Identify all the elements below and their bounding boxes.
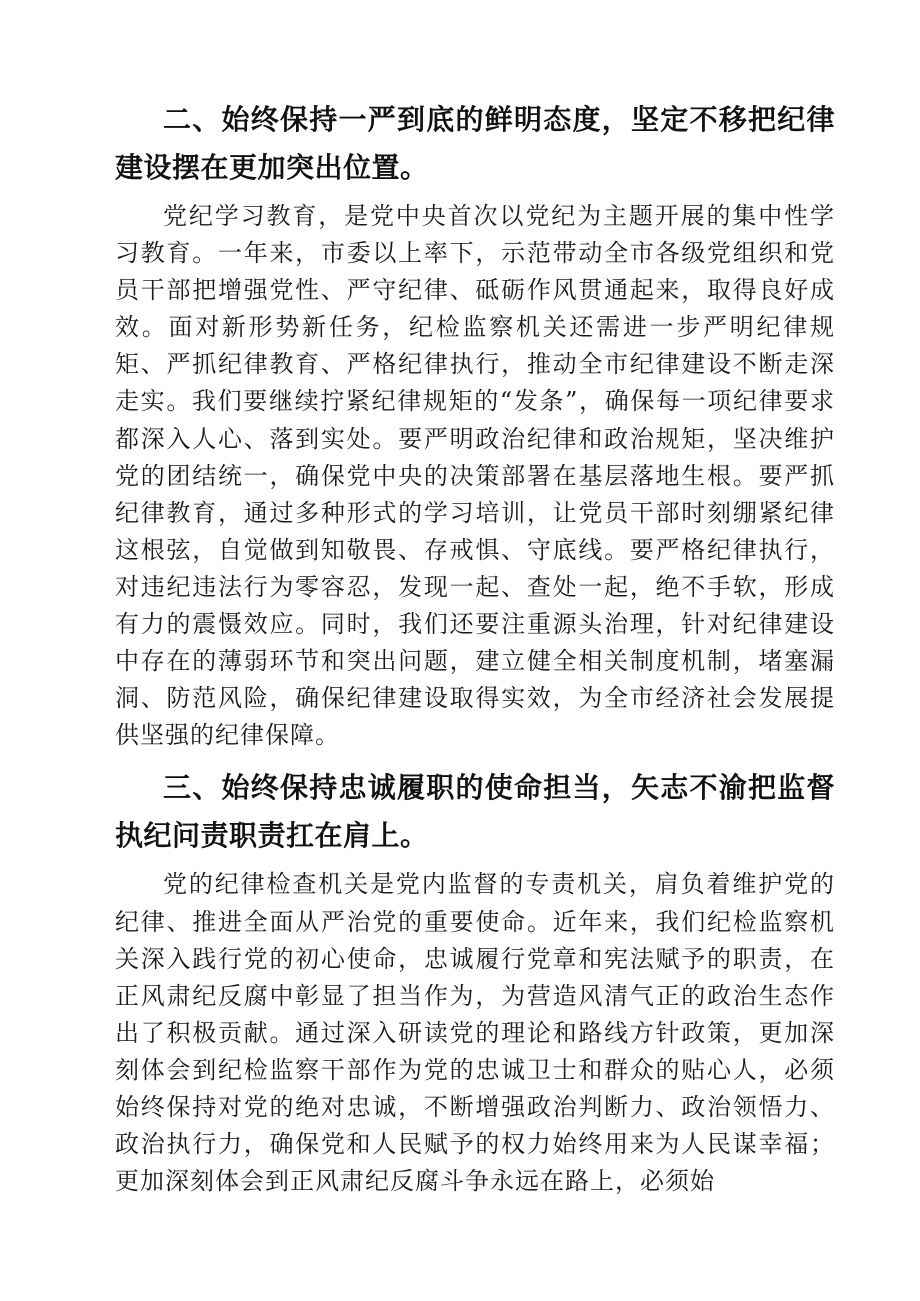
- section-paragraph-3: 党的纪律检查机关是党内监督的专责机关，肩负着维护党的纪律、推进全面从严治党的重要使命。近年来，我们纪检监察机关深入践行党的初心使命，忠诚履行党章和宪法赋予的职责，在正风肃纪反腐中彰显了担当作为，为营造风清气正的政治生态作出了积极贡献。通过深入研读党的理论和路线方针政策，更加深刻体会到纪检监察干部作为党的忠诚卫士和群众的贴心人，必须始终保持对党的绝对忠诚，不断增强政治判断力、政治领悟力、政治执行力，确保党和人民赋予的权力始终用来为人民谋幸福；更加深刻体会到正风肃纪反腐斗争永远在路上，必须始: [115, 870, 835, 1196]
- section-paragraph-2: 党纪学习教育，是党中央首次以党纪为主题开展的集中性学习教育。一年来，市委以上率下，示范带动全市各级党组织和党员干部把增强党性、严守纪律、砥砺作风贯通起来，取得良好成效。面对新形势新任务，纪检监察机关还需进一步严明纪律规矩、严抓纪律教育、严格纪律执行，推动全市纪律建设不断走深走实。我们要继续拧紧纪律规矩的“发条”，确保每一项纪律要求都深入人心、落到实处。要严明政治纪律和政治规矩，坚决维护党的团结统一，确保党中央的决策部署在基层落地生根。要严抓纪律教育，通过多种形式的学习培训，让党员干部时刻绷紧纪律这根弦，自觉做到知敬畏、存戒惧、守底线。要严格纪律执行，对违纪违法行为零容忍，发现一起、查处一起，绝不手软，形成有力的震慑效应。同时，我们还要注重源头治理，针对纪律建设中存在的薄弱环节和突出问题，建立健全相关制度机制，堵塞漏洞、防范风险，确保纪律建设取得实效，为全市经济社会发展提供坚强的纪律保障。: [115, 202, 835, 750]
- section-heading-2: 二、始终保持一严到底的鲜明态度，坚定不移把纪律建设摆在更加突出位置。: [115, 103, 835, 184]
- document-page: [115, 96, 835, 1200]
- section-heading-3: 三、始终保持忠诚履职的使命担当，矢志不渝把监督执纪问责职责扛在肩上。: [115, 771, 835, 853]
